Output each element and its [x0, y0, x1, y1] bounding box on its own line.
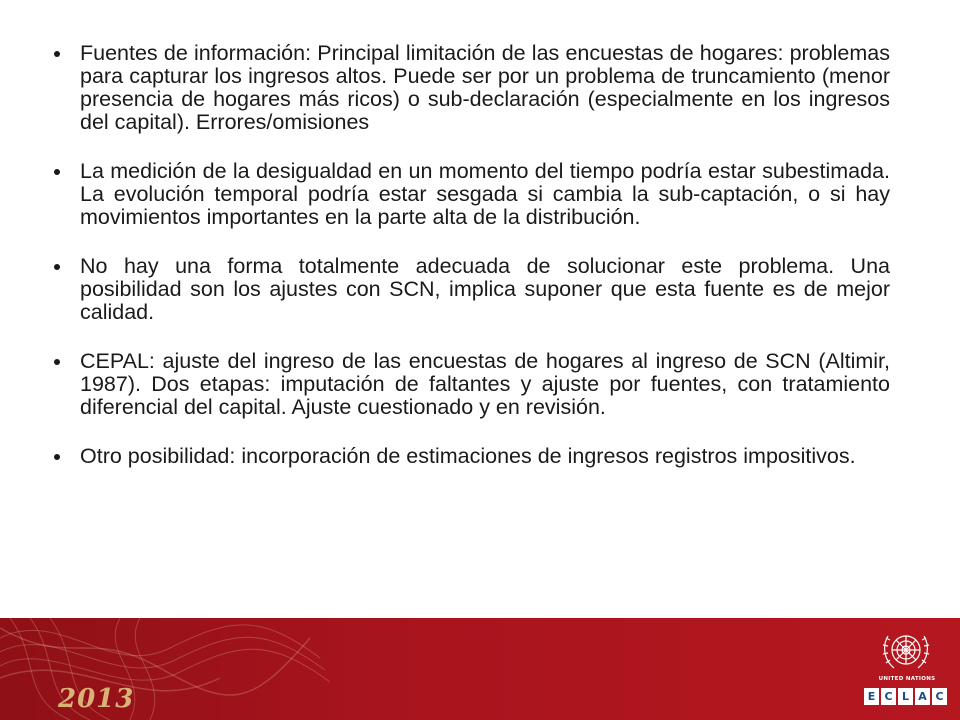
un-name-text: UNITED NATIONS	[878, 676, 936, 682]
eclac-letter: E	[864, 688, 879, 705]
bullet-dot-icon	[54, 454, 60, 460]
eclac-wordmark	[864, 688, 947, 705]
bullet-text: Fuentes de información: Principal limitación de las encuestas de hogares: problemas para capturar los ingresos altos. Puede ser por un problema de truncamiento (menor presencia de hogares más ricos) o sub-declaración (especialmente en los ingresos del capital). Errores/omisiones	[80, 41, 890, 134]
bullet-item	[54, 160, 890, 229]
bullet-item	[54, 255, 890, 324]
un-emblem-icon	[876, 626, 936, 676]
bullet-text: Otro posibilidad: incorporación de estimaciones de ingresos registros impositivos.	[80, 444, 856, 468]
eclac-letter: A	[915, 688, 930, 705]
bullet-item	[54, 42, 890, 134]
bullet-dot-icon	[54, 359, 60, 365]
footer-band	[0, 618, 960, 720]
bullet-text: No hay una forma totalmente adecuada de solucionar este problema. Una posibilidad son los ajustes con SCN, implica suponer que esta fuente es de mejor calidad.	[80, 254, 890, 324]
bullet-text: La medición de la desigualdad en un momento del tiempo podría estar subestimada. La evolución temporal podría estar sesgada si cambia la sub-captación, o si hay movimientos importantes en la parte alta de la distribución.	[80, 159, 890, 229]
bullet-item	[54, 445, 890, 468]
eclac-letter: C	[881, 688, 896, 705]
bullet-item	[54, 350, 890, 419]
eclac-letter: C	[932, 688, 947, 705]
footer-year: 2013	[58, 684, 135, 714]
eclac-letter: L	[898, 688, 913, 705]
bullet-dot-icon	[54, 169, 60, 175]
bullet-text: CEPAL: ajuste del ingreso de las encuestas de hogares al ingreso de SCN (Altimir, 1987). Dos etapas: imputación de faltantes y ajuste por fuentes, con tratamiento diferencial del capital. Ajuste cuestionado y en revisión.	[80, 349, 890, 419]
bullet-dot-icon	[54, 51, 60, 57]
bullet-dot-icon	[54, 264, 60, 270]
un-eclac-logo	[862, 622, 952, 718]
bullet-list	[54, 42, 890, 494]
decorative-swirl-icon	[0, 618, 330, 720]
